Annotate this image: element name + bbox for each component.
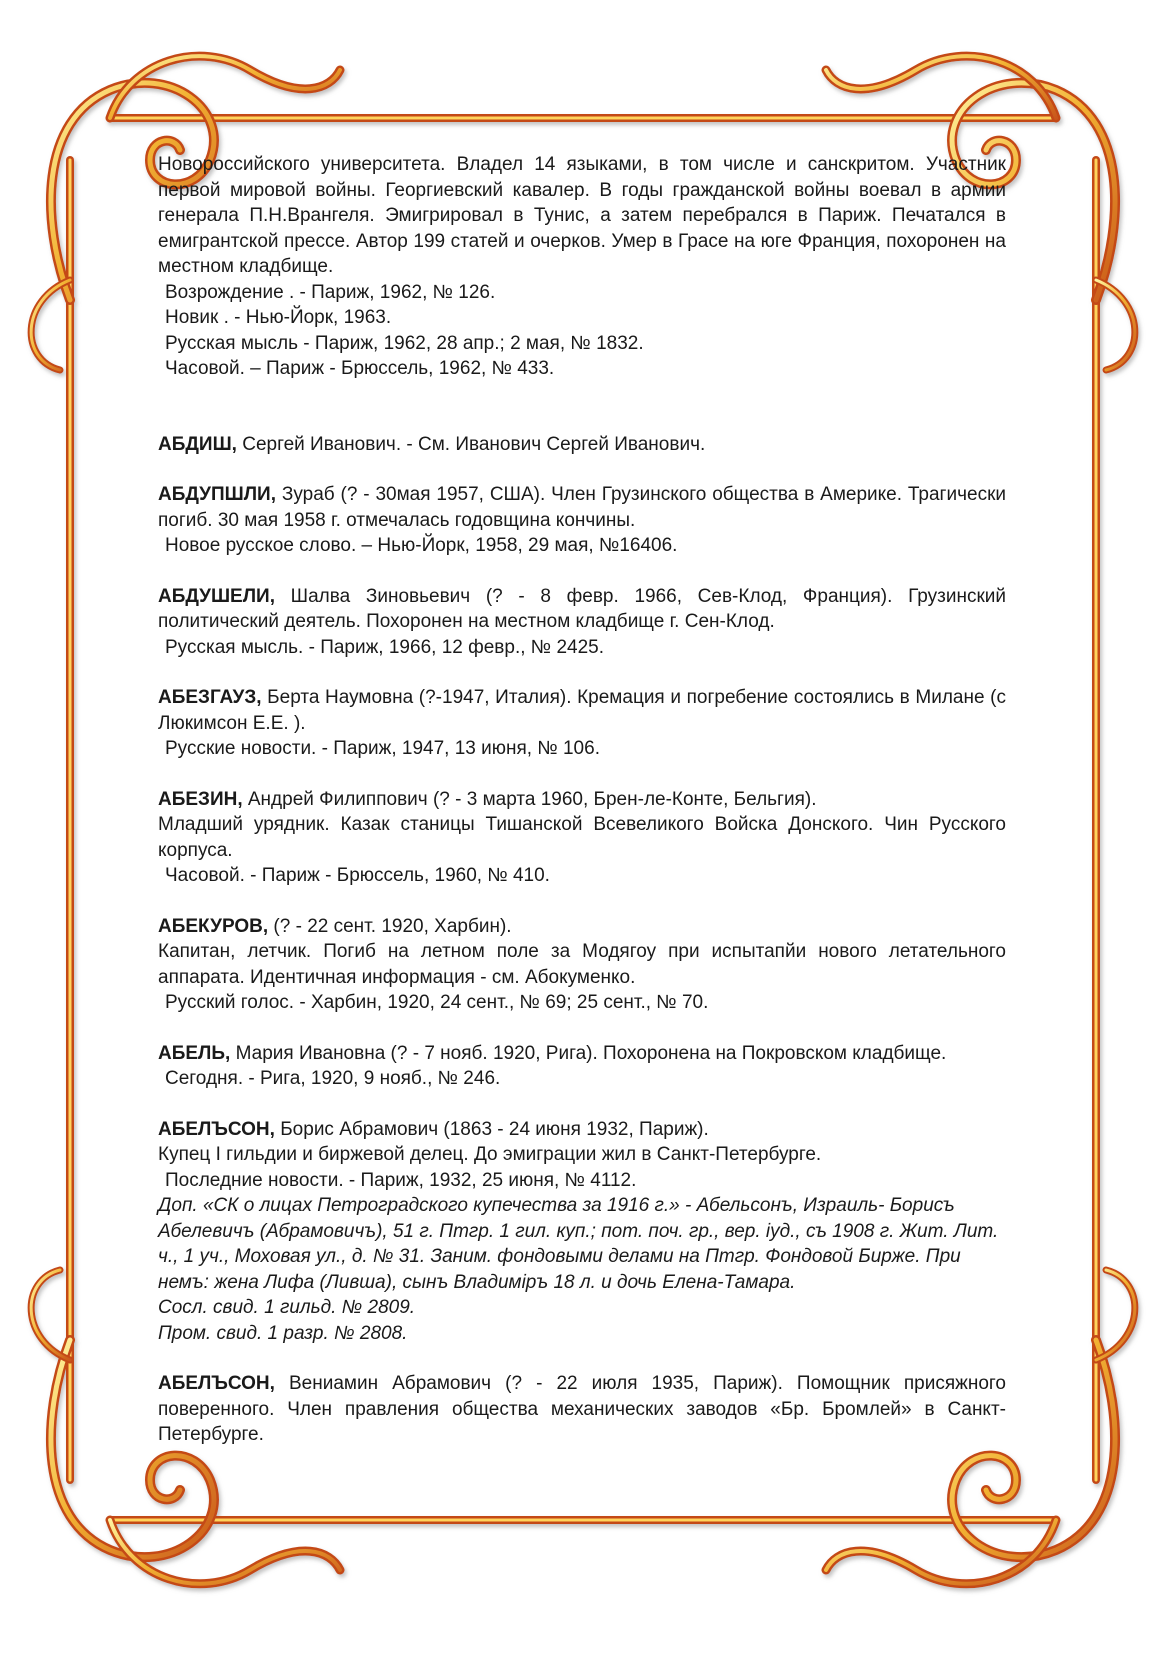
entry-name: АБЕЛЬ, (158, 1042, 231, 1064)
entry-name: АБДУШЕЛИ, (158, 585, 275, 607)
entry-text-continued: Капитан, летчик. Погиб на летном поле за Модягоу при испытапйи нового летательного аппарата. Идентичная информация - см. Абокуменко. (158, 941, 1006, 988)
entry-text-continued: Купец I гильдии и биржевой делец. До эмиграции жил в Санкт-Петербурге. (158, 1144, 822, 1165)
entry-name: АБЕЗГАУЗ, (158, 687, 262, 708)
entry-abdupshli (158, 482, 1006, 559)
source-line: Русская мысль. - Париж, 1966, 12 февр., № 2425. (165, 636, 605, 658)
entry-text-continued: Младший урядник. Казак станицы Тишанской Всевеликого Войска Донского. Чин Русского корпуса. (158, 814, 1006, 861)
entry-name: АБДИШ, (158, 433, 237, 455)
entry-abdish (158, 432, 1006, 458)
source-line: Часовой. – Париж - Брюссель, 1962, № 433. (165, 358, 555, 379)
entry-text: Шалва Зиновьевич (? - 8 февр. 1966, Сев-Клод, Франция). Грузинский политический деятель. Похоронен на местном кладбище г. Сен-Клод. (158, 585, 1006, 632)
entry-abdusheli (158, 584, 1006, 661)
entry-text: Сергей Иванович. - См. Иванович Сергей Иванович. (236, 433, 706, 455)
entry-name: АБДУПШЛИ, (158, 484, 276, 505)
entry-abel (158, 1041, 1006, 1092)
source-line: Последние новости. - Париж, 1932, 25 июня, № 4112. (165, 1169, 637, 1191)
source-line: Русская мысль - Париж, 1962, 28 апр.; 2 мая, № 1832. (165, 332, 644, 354)
entry-name: АБЕКУРОВ, (158, 915, 269, 937)
entry-text: Берта Наумовна (?-1947, Италия). Кремация и погребение состоялись в Милане (с Люкимсон Е.Е. ). (158, 687, 1006, 734)
document-body (158, 152, 1006, 1473)
entry-abekurov (158, 914, 1006, 1016)
italic-note-line: Сосл. свид. 1 гильд. № 2809. (158, 1297, 416, 1318)
intro-text: Новороссийского университета. Владел 14 языками, в том числе и санскритом. Участник первой мировой войны. Георгиевский кавалер. В годы гражданской войны воевал в армии генерала П.Н.Врангеля. Эмигрировал в Тунис, а затем перебрался в Париж. Печатался в емигрантской прессе. Автор 199 статей и очерков. Умер в Грасе на юге Франция, похоронен на местном кладбище. (158, 154, 1006, 277)
italic-note: Доп. «СК о лицах Петроградского купечества за 1916 г.» - Абельсонъ, Израиль- Борисъ Абелевичъ (Абрамовичъ), 51 г. Птгр. 1 гил. куп.; пот. поч. гр., вер. іуд., съ 1908 г. Жит. Лит. ч., 1 уч., Моховая ул., д. № 31. Заним. фондовыми делами на Птгр. Фондовой Бирже. При немъ: жена Лифа (Ливша), сынъ Владиміръ 18 л. и дочь Елена-Тамара. (158, 1195, 999, 1293)
source-line: Русские новости. - Париж, 1947, 13 июня, № 106. (165, 738, 600, 759)
intro-entry (158, 152, 1006, 382)
italic-note-line: Пром. свид. 1 разр. № 2808. (158, 1322, 408, 1344)
entry-abezin (158, 787, 1006, 889)
source-line: Возрождение . - Париж, 1962, № 126. (165, 281, 496, 303)
source-line: Часовой. - Париж - Брюссель, 1960, № 410. (165, 865, 550, 886)
source-line: Русский голос. - Харбин, 1920, 24 сент., № 69; 25 сент., № 70. (165, 992, 709, 1013)
entry-text: Андрей Филиппович (? - 3 марта 1960, Брен-ле-Конте, Бельгия). (242, 788, 817, 810)
entry-text: Мария Ивановна (? - 7 нояб. 1920, Рига). Похоронена на Покровском кладбище. (230, 1042, 947, 1064)
entry-name: АБЕЗИН, (158, 788, 243, 810)
entry-name: АБЕЛЪСОН, (158, 1373, 275, 1394)
entry-name: АБЕЛЪСОН, (158, 1118, 275, 1140)
entry-text: Зураб (? - 30мая 1957, США). Член Грузинского общества в Америке. Трагически погиб. 30 мая 1958 г. отмечалась годовщина кончины. (158, 484, 1006, 531)
entry-abelson-boris (158, 1117, 1006, 1347)
entry-abezgauz (158, 685, 1006, 762)
source-line: Новое русское слово. – Нью-Йорк, 1958, 29 мая, №16406. (165, 535, 678, 556)
entry-text: Борис Абрамович (1863 - 24 июня 1932, Париж). (274, 1118, 709, 1140)
entry-text: Вениамин Абрамович (? - 22 июля 1935, Париж). Помощник присяжного поверенного. Член правления общества механических заводов «Бр. Бромлей» в Санкт-Петербурге. (158, 1373, 1006, 1445)
entry-text: (? - 22 сент. 1920, Харбин). (268, 915, 512, 937)
entry-abelson-veniamin (158, 1371, 1006, 1448)
source-line: Новик . - Нью-Йорк, 1963. (165, 307, 392, 328)
source-line: Сегодня. - Рига, 1920, 9 нояб., № 246. (165, 1068, 501, 1089)
